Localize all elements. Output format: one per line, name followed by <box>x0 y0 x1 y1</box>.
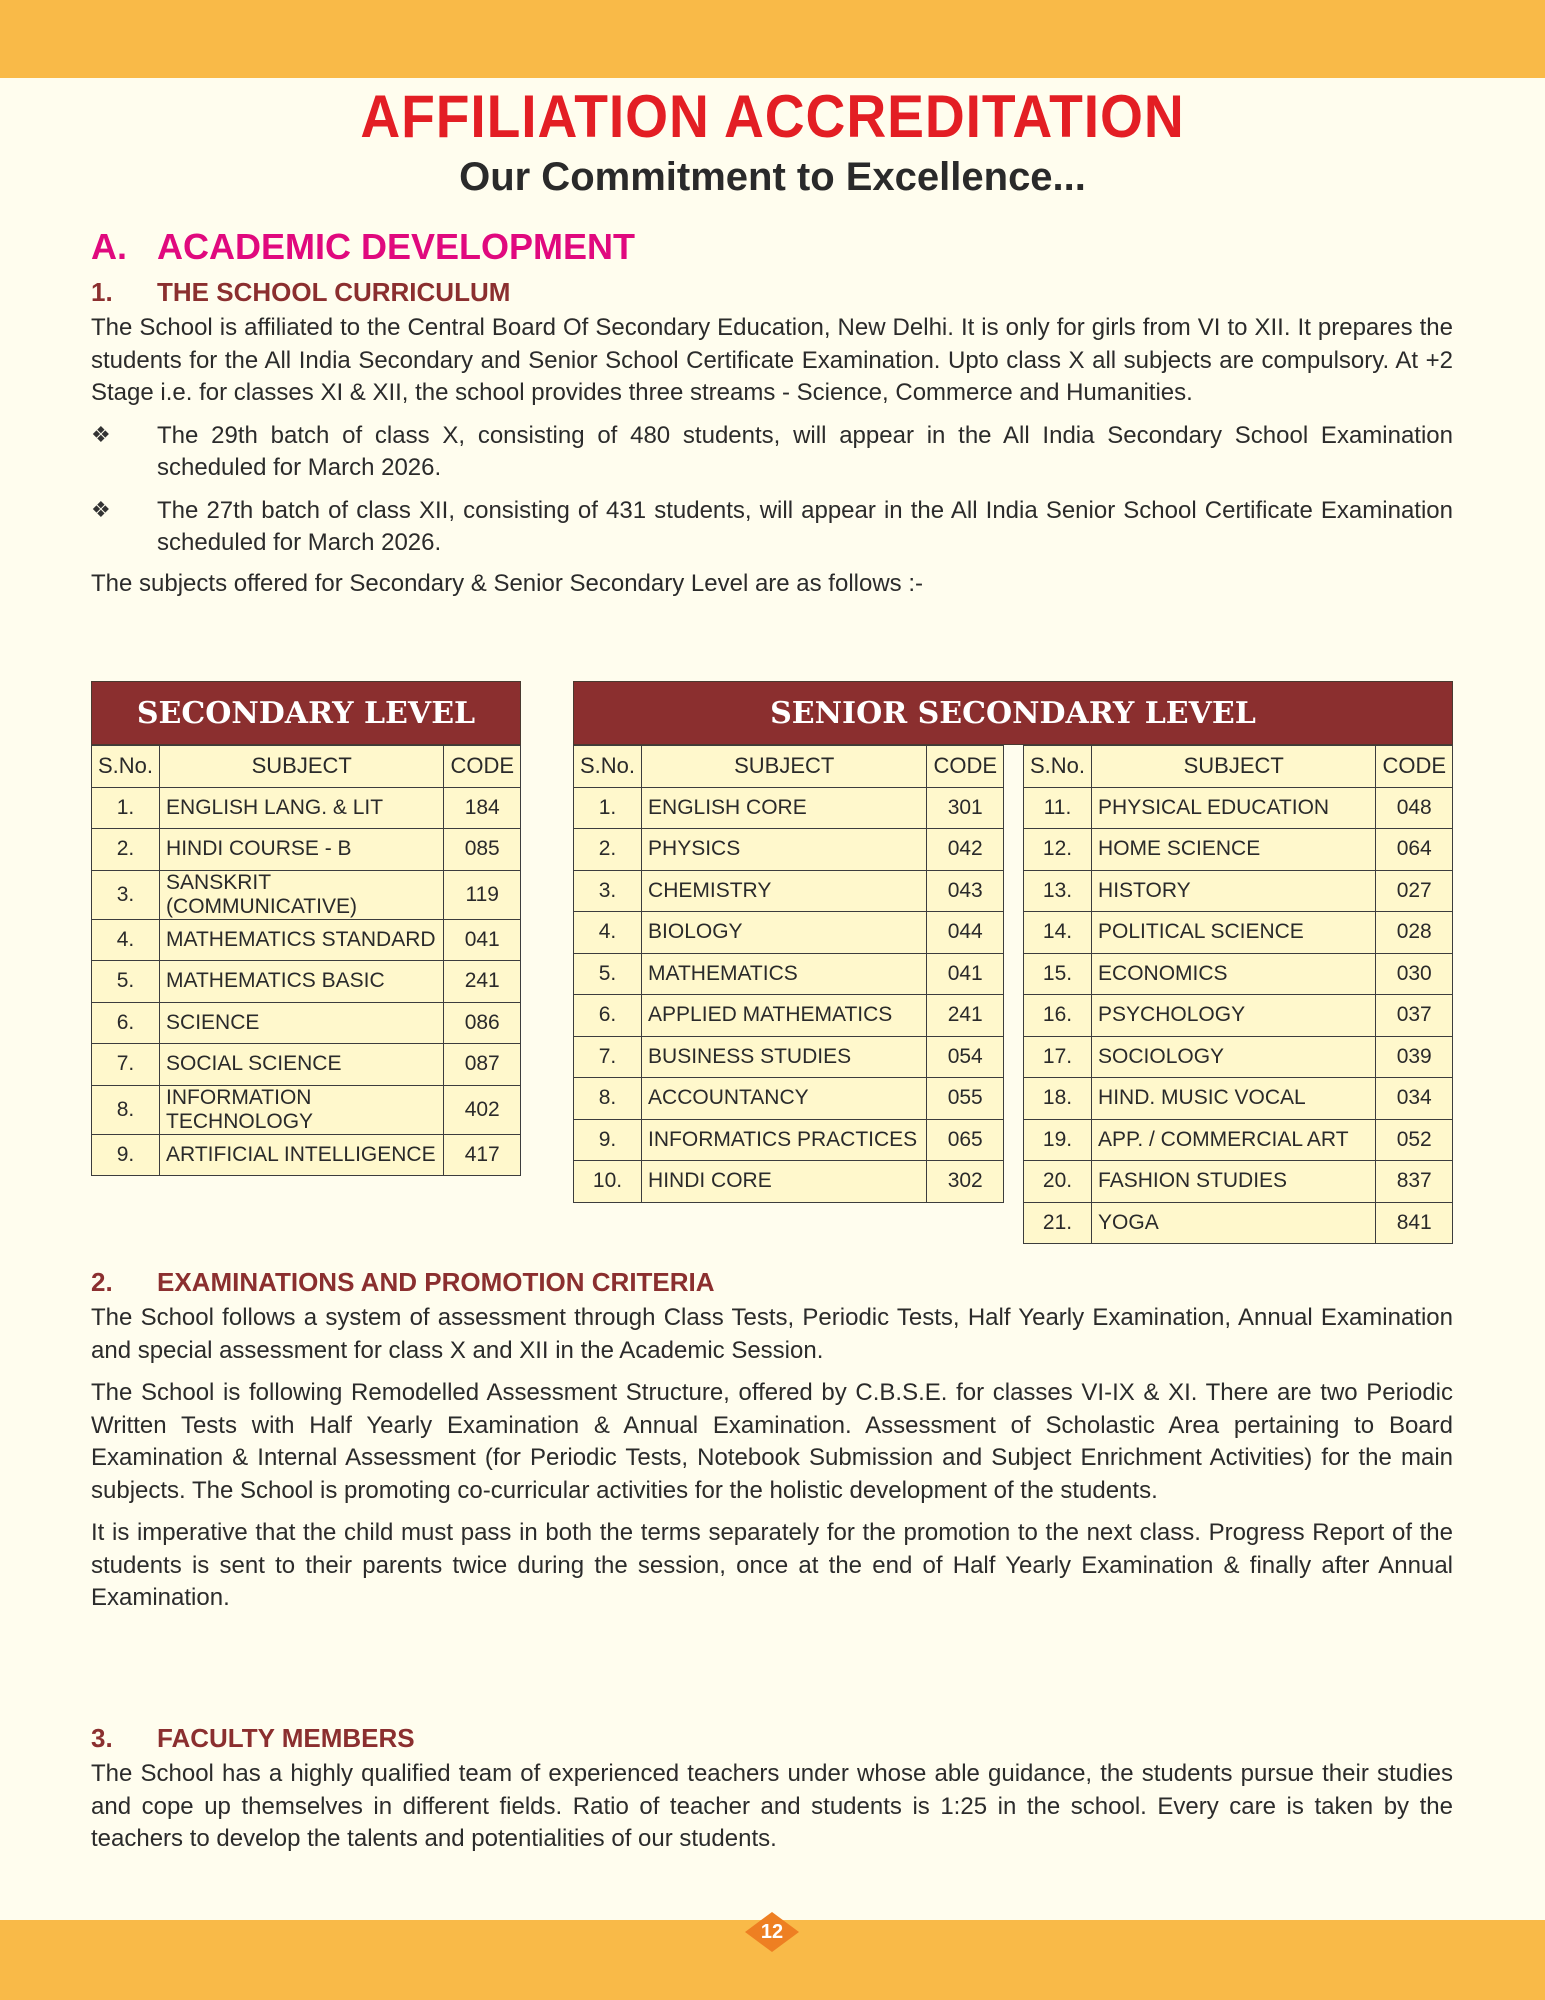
examinations-paragraph: The School is following Remodelled Assessment Structure, offered by C.B.S.E. for classes VI-IX & XI. There are two Periodic Written Tests with Half Yearly Examination & Annual Examination. Assessment of Scholastic Area pertaining to Board Examination & Internal Assessment (for Periodic Tests, Notebook Submission and Subject Enrichment Activities) for the main subjects. The School is promoting co-curricular activities for the holistic development of the students. <box>91 1379 1453 1504</box>
row-sno: 2. <box>574 829 642 871</box>
bullet-item <box>91 420 1453 485</box>
row-code: 042 <box>927 829 1004 871</box>
row-subject: BIOLOGY <box>642 912 927 954</box>
row-subject: APPLIED MATHEMATICS <box>642 995 927 1037</box>
table-row <box>1024 912 1453 954</box>
diamond-bullet-icon: ❖ <box>91 497 111 523</box>
table-row <box>92 1085 521 1134</box>
row-sno: 8. <box>574 1078 642 1120</box>
table-row <box>574 1078 1004 1120</box>
table-row <box>92 1134 521 1176</box>
row-code: 841 <box>1376 1202 1453 1244</box>
column-header-subject: SUBJECT <box>642 746 927 788</box>
heading-number: 1. <box>91 277 113 307</box>
diamond-bullet-icon: ❖ <box>91 422 111 448</box>
heading-number: 3. <box>91 1723 113 1753</box>
row-code: 037 <box>1376 995 1453 1037</box>
row-code: 041 <box>927 953 1004 995</box>
row-subject: SCIENCE <box>160 1002 444 1044</box>
table-body <box>1024 787 1453 1244</box>
row-code: 302 <box>927 1161 1004 1203</box>
table-header-row <box>1024 746 1453 788</box>
row-subject: HOME SCIENCE <box>1092 829 1376 871</box>
table-title: SENIOR SECONDARY LEVEL <box>573 681 1453 745</box>
row-subject: FASHION STUDIES <box>1092 1161 1376 1203</box>
table-row <box>574 870 1004 912</box>
section-heading-academic-development <box>91 222 1453 272</box>
curriculum-intro-paragraph: The School is affiliated to the Central Board Of Secondary Education, New Delhi. It is only for girls from VI to XII. It prepares the students for the All India Secondary and Senior School Certificate Examination. Upto class X all subjects are compulsory. At +2 Stage i.e. for classes XI & XII, the school provides three streams - Science, Commerce and Humanities. <box>91 314 1453 406</box>
row-sno: 8. <box>92 1085 160 1134</box>
table-row <box>92 829 521 871</box>
bullet-item <box>91 495 1453 560</box>
row-subject: INFORMATION TECHNOLOGY <box>160 1085 444 1134</box>
heading-title: EXAMINATIONS AND PROMOTION CRITERIA <box>157 1267 715 1297</box>
row-subject: MATHEMATICS <box>642 953 927 995</box>
table-row <box>574 1036 1004 1078</box>
table-row <box>574 1161 1004 1203</box>
row-code: 044 <box>927 912 1004 954</box>
row-sno: 20. <box>1024 1161 1092 1203</box>
row-sno: 12. <box>1024 829 1092 871</box>
subjects-table-right <box>1023 745 1453 1244</box>
row-code: 043 <box>927 870 1004 912</box>
row-sno: 1. <box>574 787 642 829</box>
examinations-paragraph: The School follows a system of assessment through Class Tests, Periodic Tests, Half Yearly Examination, Annual Examination and special assessment for class X and XII in the Academic Session. <box>91 1304 1453 1364</box>
row-subject: PSYCHOLOGY <box>1092 995 1376 1037</box>
table-row <box>1024 870 1453 912</box>
row-sno: 19. <box>1024 1119 1092 1161</box>
table-title: SECONDARY LEVEL <box>91 681 521 745</box>
row-code: 119 <box>444 870 521 919</box>
table-row <box>92 870 521 919</box>
row-subject: PHYSICAL EDUCATION <box>1092 787 1376 829</box>
row-code: 048 <box>1376 787 1453 829</box>
row-code: 055 <box>927 1078 1004 1120</box>
row-subject: POLITICAL SCIENCE <box>1092 912 1376 954</box>
row-code: 039 <box>1376 1036 1453 1078</box>
page-number-badge <box>745 1912 799 1952</box>
table-row <box>1024 1119 1453 1161</box>
row-subject: CHEMISTRY <box>642 870 927 912</box>
row-code: 052 <box>1376 1119 1453 1161</box>
section-number: A. <box>91 226 127 267</box>
row-sno: 14. <box>1024 912 1092 954</box>
row-sno: 18. <box>1024 1078 1092 1120</box>
row-sno: 6. <box>574 995 642 1037</box>
table-row <box>1024 1202 1453 1244</box>
table-row <box>574 995 1004 1037</box>
table-row <box>1024 787 1453 829</box>
subjects-intro: The subjects offered for Secondary & Senior Secondary Level are as follows :- <box>91 569 923 597</box>
row-sno: 13. <box>1024 870 1092 912</box>
row-sno: 1. <box>92 787 160 829</box>
heading-title: FACULTY MEMBERS <box>157 1723 415 1753</box>
row-sno: 21. <box>1024 1202 1092 1244</box>
column-header-sno: S.No. <box>1024 746 1092 788</box>
table-row <box>574 953 1004 995</box>
row-subject: PHYSICS <box>642 829 927 871</box>
heading-number: 2. <box>91 1267 113 1297</box>
column-header-sno: S.No. <box>574 746 642 788</box>
row-subject: HIND. MUSIC VOCAL <box>1092 1078 1376 1120</box>
examinations-paragraph: It is imperative that the child must pass in both the terms separately for the promotion to the next class. Progress Report of the students is sent to their parents twice during the session, once at the end of Half Yearly Examination & finally after Annual Examination. <box>91 1519 1453 1611</box>
table-row <box>1024 1036 1453 1078</box>
table-row <box>1024 1078 1453 1120</box>
row-code: 054 <box>927 1036 1004 1078</box>
row-sno: 6. <box>92 1002 160 1044</box>
column-header-subject: SUBJECT <box>160 746 444 788</box>
row-code: 241 <box>444 961 521 1003</box>
row-code: 086 <box>444 1002 521 1044</box>
secondary-level-table <box>91 681 521 1176</box>
heading-title: THE SCHOOL CURRICULUM <box>157 277 511 307</box>
heading-faculty-members <box>91 1718 1453 1758</box>
row-subject: HINDI COURSE - B <box>160 829 444 871</box>
faculty-paragraph: The School has a highly qualified team of experienced teachers under whose able guidance, the students pursue their studies and cope up themselves in different fields. Ratio of teacher and students is 1:25 in the school. Every care is taken by the teachers to develop the talents and potentialities of our students. <box>91 1760 1453 1852</box>
table-row <box>1024 829 1453 871</box>
table-header-row <box>574 746 1004 788</box>
row-subject: ACCOUNTANCY <box>642 1078 927 1120</box>
row-code: 065 <box>927 1119 1004 1161</box>
row-code: 837 <box>1376 1161 1453 1203</box>
row-subject: YOGA <box>1092 1202 1376 1244</box>
section-title: ACADEMIC DEVELOPMENT <box>157 226 636 267</box>
row-subject: BUSINESS STUDIES <box>642 1036 927 1078</box>
row-code: 241 <box>927 995 1004 1037</box>
column-header-code: CODE <box>1376 746 1453 788</box>
row-subject: HINDI CORE <box>642 1161 927 1203</box>
row-sno: 4. <box>92 919 160 961</box>
row-code: 402 <box>444 1085 521 1134</box>
row-sno: 3. <box>92 870 160 919</box>
row-code: 041 <box>444 919 521 961</box>
row-code: 184 <box>444 787 521 829</box>
row-code: 034 <box>1376 1078 1453 1120</box>
row-code: 417 <box>444 1134 521 1176</box>
bullet-text: The 29th batch of class X, consisting of 480 students, will appear in the All India Secondary School Examination scheduled for March 2026. <box>157 421 1453 481</box>
row-code: 028 <box>1376 912 1453 954</box>
row-subject: SANSKRIT (COMMUNICATIVE) <box>160 870 444 919</box>
table-row <box>92 1002 521 1044</box>
row-sno: 15. <box>1024 953 1092 995</box>
table-row <box>574 829 1004 871</box>
academic-development-section <box>91 222 1453 600</box>
row-sno: 9. <box>92 1134 160 1176</box>
row-subject: HISTORY <box>1092 870 1376 912</box>
table-header-row <box>92 746 521 788</box>
row-sno: 9. <box>574 1119 642 1161</box>
row-subject: ARTIFICIAL INTELLIGENCE <box>160 1134 444 1176</box>
row-sno: 17. <box>1024 1036 1092 1078</box>
table-row <box>1024 995 1453 1037</box>
row-subject: SOCIOLOGY <box>1092 1036 1376 1078</box>
row-sno: 5. <box>574 953 642 995</box>
page-title: AFFILIATION ACCREDITATION <box>360 83 1185 150</box>
table-row <box>92 1044 521 1086</box>
table-row <box>92 961 521 1003</box>
row-sno: 10. <box>574 1161 642 1203</box>
table-row <box>92 787 521 829</box>
examinations-section <box>91 1262 1453 1615</box>
column-header-code: CODE <box>444 746 521 788</box>
column-header-code: CODE <box>927 746 1004 788</box>
table-row <box>1024 1161 1453 1203</box>
senior-secondary-level-table <box>573 681 1453 1244</box>
row-sno: 7. <box>92 1044 160 1086</box>
subjects-table <box>91 745 521 1176</box>
heading-examinations <box>91 1262 1453 1302</box>
table-row <box>574 787 1004 829</box>
table-body <box>574 787 1004 1202</box>
row-sno: 5. <box>92 961 160 1003</box>
top-decorative-band <box>0 0 1545 78</box>
row-sno: 3. <box>574 870 642 912</box>
row-subject: MATHEMATICS STANDARD <box>160 919 444 961</box>
column-header-subject: SUBJECT <box>1092 746 1376 788</box>
row-code: 064 <box>1376 829 1453 871</box>
row-code: 085 <box>444 829 521 871</box>
row-sno: 16. <box>1024 995 1092 1037</box>
bullet-text: The 27th batch of class XII, consisting of 431 students, will appear in the All India Senior School Certificate Examination scheduled for March 2026. <box>157 496 1453 556</box>
table-body <box>92 787 521 1176</box>
row-subject: SOCIAL SCIENCE <box>160 1044 444 1086</box>
table-row <box>1024 953 1453 995</box>
row-subject: MATHEMATICS BASIC <box>160 961 444 1003</box>
faculty-section <box>91 1718 1453 1856</box>
row-code: 027 <box>1376 870 1453 912</box>
page-subtitle: Our Commitment to Excellence... <box>459 155 1086 199</box>
row-subject: ENGLISH LANG. & LIT <box>160 787 444 829</box>
row-subject: APP. / COMMERCIAL ART <box>1092 1119 1376 1161</box>
row-sno: 2. <box>92 829 160 871</box>
row-code: 301 <box>927 787 1004 829</box>
row-code: 030 <box>1376 953 1453 995</box>
heading-school-curriculum <box>91 272 1453 312</box>
row-subject: ENGLISH CORE <box>642 787 927 829</box>
row-sno: 11. <box>1024 787 1092 829</box>
table-row <box>92 919 521 961</box>
row-subject: ECONOMICS <box>1092 953 1376 995</box>
row-sno: 7. <box>574 1036 642 1078</box>
table-row <box>574 912 1004 954</box>
table-row <box>574 1119 1004 1161</box>
column-header-sno: S.No. <box>92 746 160 788</box>
row-code: 087 <box>444 1044 521 1086</box>
row-subject: INFORMATICS PRACTICES <box>642 1119 927 1161</box>
page-number: 12 <box>760 1921 784 1943</box>
row-sno: 4. <box>574 912 642 954</box>
subjects-table-left <box>573 745 1004 1203</box>
